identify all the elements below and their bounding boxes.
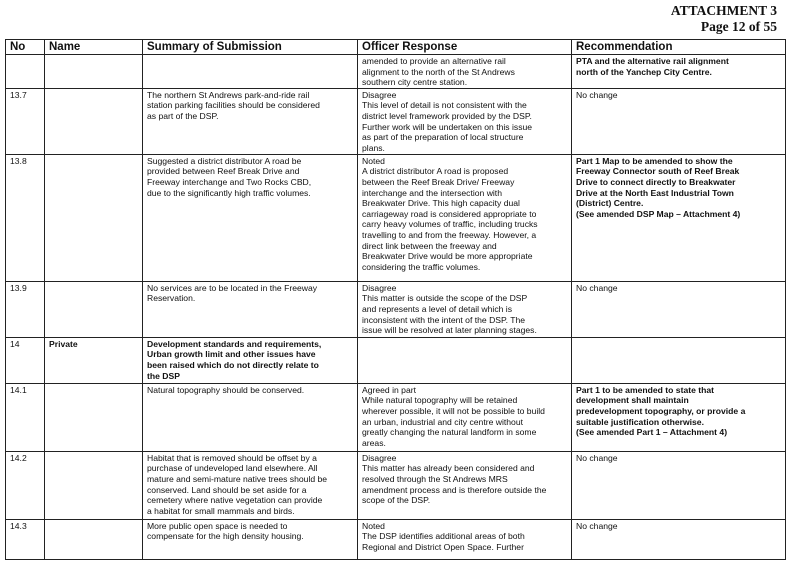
cell-recommendation <box>572 337 786 383</box>
cell-recommendation: PTA and the alternative rail alignment north of the Yanchep City Centre. <box>572 55 786 89</box>
cell-name <box>45 88 143 154</box>
cell-no: 13.8 <box>6 154 45 281</box>
table-row <box>6 383 786 451</box>
cell-summary: Habitat that is removed should be offset by a purchase of undeveloped land elsewhere. All mature and semi-mature native trees should be conserved. Land should be set aside for a cemetery where native vegetation can provide a habitat for small mammals and birds. <box>143 451 358 519</box>
table-row <box>6 451 786 519</box>
cell-recommendation: No change <box>572 88 786 154</box>
table-row <box>6 154 786 281</box>
column-header-summary: Summary of Submission <box>143 40 358 55</box>
cell-no: 14.3 <box>6 519 45 559</box>
cell-no: 14 <box>6 337 45 383</box>
cell-no <box>6 55 45 89</box>
cell-name <box>45 281 143 337</box>
cell-no: 14.2 <box>6 451 45 519</box>
cell-name <box>45 451 143 519</box>
cell-response: Disagree This matter is outside the scope of the DSP and represents a level of detail which is inconsistent with the intent of the DSP. The issue will be resolved at later planning stages. <box>358 281 572 337</box>
cell-recommendation: No change <box>572 451 786 519</box>
cell-response: amended to provide an alternative rail alignment to the north of the St Andrews southern city centre station. <box>358 55 572 89</box>
cell-recommendation: No change <box>572 281 786 337</box>
cell-summary: No services are to be located in the Freeway Reservation. <box>143 281 358 337</box>
submissions-table <box>5 39 786 560</box>
cell-response: Disagree This matter has already been considered and resolved through the St Andrews MRS amendment process and is therefore outside the scope of the DSP. <box>358 451 572 519</box>
cell-summary: Development standards and requirements, Urban growth limit and other issues have been raised which do not directly relate to the DSP <box>143 337 358 383</box>
cell-no: 14.1 <box>6 383 45 451</box>
cell-name <box>45 154 143 281</box>
cell-summary: Suggested a district distributor A road be provided between Reef Break Drive and Freeway interchange and Two Rocks CBD, due to the significantly high traffic volumes. <box>143 154 358 281</box>
cell-response: Noted The DSP identifies additional areas of both Regional and District Open Space. Further <box>358 519 572 559</box>
cell-recommendation: Part 1 to be amended to state that development shall maintain predevelopment topography, or provide a suitable justification otherwise. (See amended Part 1 – Attachment 4) <box>572 383 786 451</box>
table-row <box>6 88 786 154</box>
cell-no: 13.7 <box>6 88 45 154</box>
cell-summary: The northern St Andrews park-and-ride rail station parking facilities should be considered as part of the DSP. <box>143 88 358 154</box>
cell-no: 13.9 <box>6 281 45 337</box>
cell-name <box>45 383 143 451</box>
cell-response <box>358 337 572 383</box>
table-header-row <box>6 40 786 55</box>
column-header-name: Name <box>45 40 143 55</box>
cell-recommendation: No change <box>572 519 786 559</box>
cell-summary <box>143 55 358 89</box>
column-header-no: No <box>6 40 45 55</box>
cell-name <box>45 519 143 559</box>
table-row <box>6 337 786 383</box>
column-header-recommendation: Recommendation <box>572 40 786 55</box>
attachment-header <box>671 3 777 35</box>
cell-recommendation: Part 1 Map to be amended to show the Freeway Connector south of Reef Break Drive to connect directly to Breakwater Drive at the North East Industrial Town (District) Centre. (See amended DSP Map – Attachment 4) <box>572 154 786 281</box>
cell-response: Noted A district distributor A road is proposed between the Reef Break Drive/ Freeway interchange and the intersection with Breakwater Drive. This high capacity dual carriageway road is considered appropriate to carry heavy volumes of traffic, including trucks travelling to and from the freeway. However, a direct link between the freeway and Breakwater Drive would be more appropriate considering the traffic volumes. <box>358 154 572 281</box>
cell-name: Private <box>45 337 143 383</box>
table-row <box>6 281 786 337</box>
cell-response: Disagree This level of detail is not consistent with the district level framework provided by the DSP. Further work will be undertaken on this issue as part of the preparation of local structure plans. <box>358 88 572 154</box>
cell-response: Agreed in part While natural topography will be retained wherever possible, it will not be possible to build an urban, industrial and city centre without greatly changing the natural landform in some areas. <box>358 383 572 451</box>
cell-name <box>45 55 143 89</box>
table-row <box>6 519 786 559</box>
cell-summary: Natural topography should be conserved. <box>143 383 358 451</box>
cell-summary: More public open space is needed to compensate for the high density housing. <box>143 519 358 559</box>
column-header-response: Officer Response <box>358 40 572 55</box>
attachment-title: ATTACHMENT 3 <box>670 3 777 18</box>
table-row <box>6 55 786 89</box>
page-number: Page 12 of 55 <box>700 19 777 34</box>
